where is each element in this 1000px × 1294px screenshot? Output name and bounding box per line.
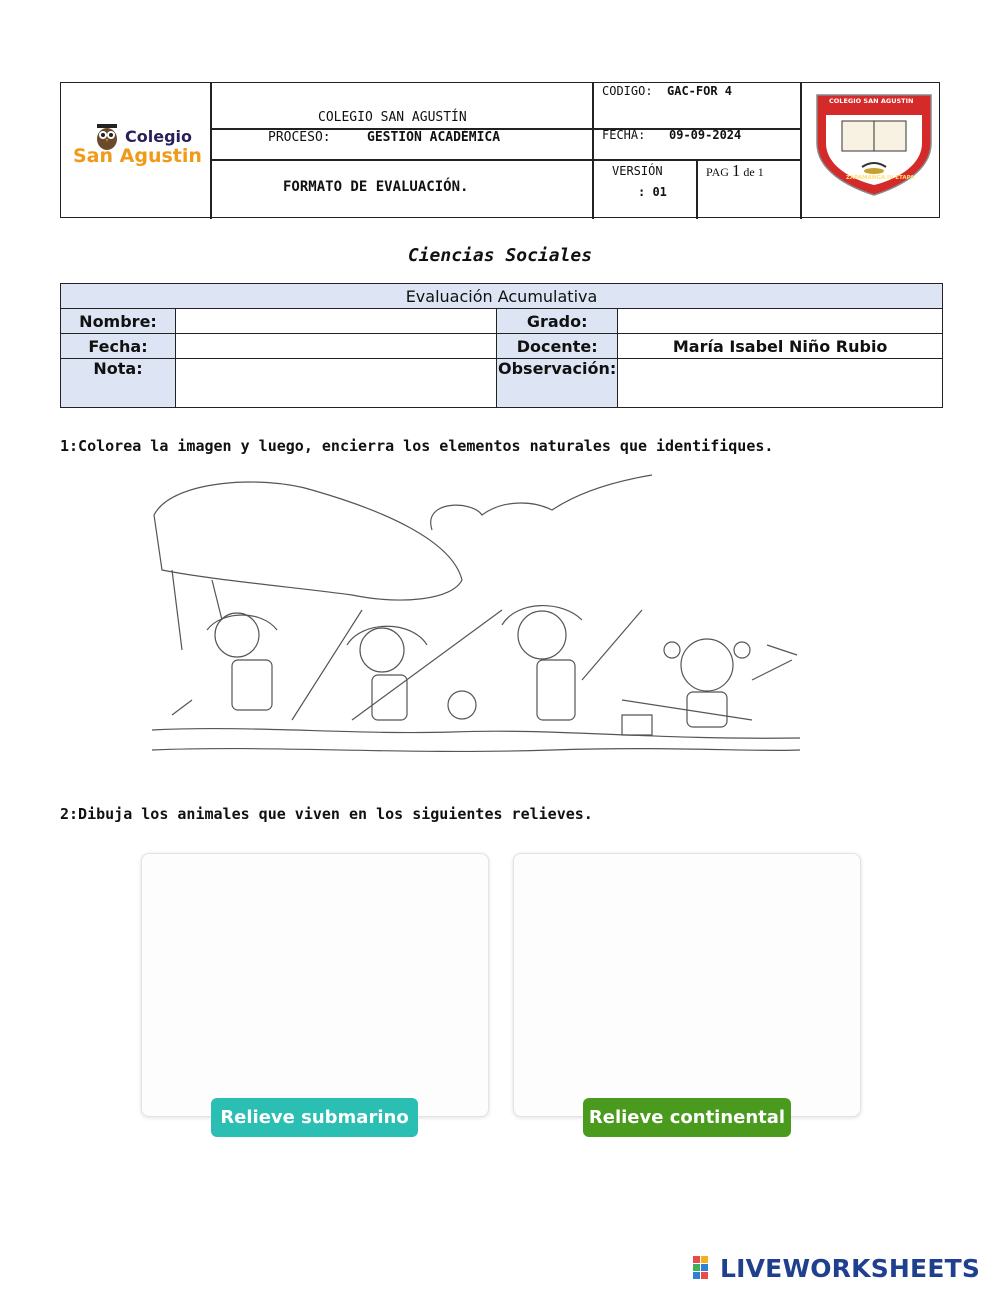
date-value: 09-09-2024 <box>669 128 742 142</box>
page-of: de 1 <box>743 165 764 179</box>
logo-line2: San Agustin <box>73 145 202 167</box>
format-title: FORMATO DE EVALUACIÓN. <box>283 179 469 195</box>
brand-text: LIVEWORKSHEETS <box>720 1253 981 1283</box>
grade-label: Grado: <box>497 309 618 334</box>
code-value: GAC-FOR 4 <box>667 84 733 98</box>
observation-label: Observación: <box>497 359 618 408</box>
note-label: Nota: <box>61 359 176 408</box>
school-name: COLEGIO SAN AGUSTÍN <box>318 110 467 125</box>
process-value: GESTIÓN ACADÉMICA <box>367 130 501 145</box>
crest-top-text: COLEGIO SAN AGUSTIN <box>829 97 914 105</box>
continental-relief-label: Relieve continental <box>583 1098 791 1137</box>
date-label: FECHA: <box>602 128 646 142</box>
liveworksheets-icon <box>692 1255 718 1281</box>
name-label: Nombre: <box>61 309 176 334</box>
grade-field[interactable] <box>618 309 943 334</box>
date-field[interactable] <box>176 334 497 359</box>
logo-line1: Colegio <box>125 127 192 146</box>
date-field-label: Fecha: <box>61 334 176 359</box>
process-label: PROCESO: <box>268 130 331 145</box>
page-label: PAG <box>706 165 729 179</box>
note-field[interactable] <box>176 359 497 408</box>
school-logo <box>69 121 209 171</box>
question-2: 2:Dibuja los animales que viven en los siguientes relieves. <box>60 805 593 823</box>
observation-field[interactable] <box>618 359 943 408</box>
version-label: VERSIÓN <box>612 164 663 178</box>
version-value: : 01 <box>638 185 667 199</box>
relief-card-continental[interactable] <box>513 853 861 1117</box>
name-field[interactable] <box>176 309 497 334</box>
document-header <box>60 82 940 218</box>
question-1: 1:Colorea la imagen y luego, encierra los elementos naturales que identifiques. <box>60 437 774 455</box>
teacher-value: María Isabel Niño Rubio <box>618 334 943 359</box>
coloring-illustration[interactable] <box>152 470 802 770</box>
evaluation-title: Evaluación Acumulativa <box>61 284 943 309</box>
evaluation-table <box>60 283 943 408</box>
underwater-relief-label: Relieve submarino <box>211 1098 418 1137</box>
page-info <box>706 161 764 181</box>
code-label: CODIGO: <box>602 84 653 98</box>
liveworksheets-logo <box>692 1253 980 1283</box>
teacher-label: Docente: <box>497 334 618 359</box>
crest-bottom-text: ZAPAMANGA IV ETAPA <box>846 175 915 181</box>
page-num: 1 <box>731 161 741 180</box>
relief-card-underwater[interactable] <box>141 853 489 1117</box>
school-crest <box>814 91 934 197</box>
subject-title: Ciencias Sociales <box>407 245 593 266</box>
